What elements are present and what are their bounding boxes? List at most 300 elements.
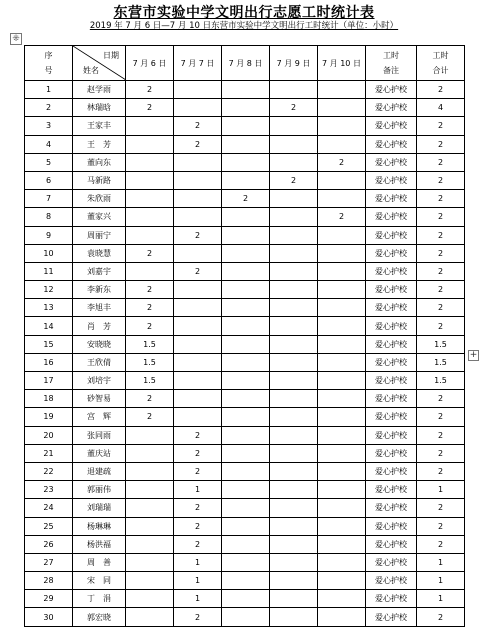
row-total[interactable]: 2: [417, 426, 465, 444]
table-row: [25, 481, 465, 499]
hours-7-10[interactable]: [318, 317, 366, 335]
hours-7-7[interactable]: 2: [174, 135, 222, 153]
row-remark[interactable]: 爱心护校: [366, 535, 417, 553]
hours-7-6[interactable]: 2: [126, 244, 174, 262]
row-remark[interactable]: 爱心护校: [366, 81, 417, 99]
hours-7-7[interactable]: 1: [174, 481, 222, 499]
hours-7-6[interactable]: 1.5: [126, 353, 174, 371]
hours-7-10[interactable]: [318, 99, 366, 117]
hours-7-10[interactable]: [318, 171, 366, 189]
row-remark[interactable]: 爱心护校: [366, 590, 417, 608]
row-total[interactable]: 2: [417, 244, 465, 262]
hours-7-9[interactable]: [270, 153, 318, 171]
row-remark[interactable]: 爱心护校: [366, 608, 417, 626]
hours-7-8[interactable]: [222, 572, 270, 590]
row-total[interactable]: 1: [417, 481, 465, 499]
header-total: 工时 合计: [417, 46, 465, 81]
row-number[interactable]: 14: [25, 317, 73, 335]
hours-7-7[interactable]: [174, 390, 222, 408]
hours-7-6[interactable]: [126, 171, 174, 189]
header-name-label: 姓名: [83, 66, 99, 75]
row-name[interactable]: 周丽宁: [73, 226, 126, 244]
hours-7-10[interactable]: [318, 335, 366, 353]
row-number[interactable]: 28: [25, 572, 73, 590]
row-number[interactable]: 13: [25, 299, 73, 317]
hours-7-7[interactable]: 1: [174, 590, 222, 608]
row-remark[interactable]: 爱心护校: [366, 117, 417, 135]
hours-7-6[interactable]: [126, 426, 174, 444]
row-name[interactable]: 肖 芳: [73, 317, 126, 335]
hours-7-8[interactable]: [222, 262, 270, 280]
row-remark[interactable]: 爱心护校: [366, 408, 417, 426]
hours-7-8[interactable]: [222, 590, 270, 608]
hours-7-9[interactable]: 2: [270, 171, 318, 189]
hours-7-9[interactable]: [270, 608, 318, 626]
table-row: [25, 517, 465, 535]
hours-7-10[interactable]: [318, 135, 366, 153]
hours-7-6[interactable]: [126, 153, 174, 171]
hours-7-10[interactable]: [318, 390, 366, 408]
hours-7-7[interactable]: 2: [174, 226, 222, 244]
hours-7-9[interactable]: 2: [270, 99, 318, 117]
row-total[interactable]: 2: [417, 81, 465, 99]
hours-7-8[interactable]: [222, 317, 270, 335]
hours-7-9[interactable]: [270, 117, 318, 135]
hours-7-8[interactable]: [222, 390, 270, 408]
hours-7-6[interactable]: 2: [126, 281, 174, 299]
hours-7-9[interactable]: [270, 426, 318, 444]
row-remark[interactable]: 爱心护校: [366, 335, 417, 353]
hours-7-6[interactable]: [126, 572, 174, 590]
hours-7-7[interactable]: [174, 317, 222, 335]
row-total[interactable]: 2: [417, 608, 465, 626]
add-row-icon[interactable]: +: [469, 350, 478, 360]
hours-7-7[interactable]: [174, 171, 222, 189]
hours-7-8[interactable]: [222, 481, 270, 499]
header-date-5: 7 月 10 日: [318, 46, 366, 81]
row-remark[interactable]: 爱心护校: [366, 372, 417, 390]
hours-7-7[interactable]: [174, 208, 222, 226]
hours-7-6[interactable]: [126, 226, 174, 244]
hours-7-10[interactable]: [318, 372, 366, 390]
row-number[interactable]: 7: [25, 190, 73, 208]
table-body: [25, 81, 465, 627]
hours-7-7[interactable]: 2: [174, 444, 222, 462]
row-name[interactable]: 郭宏晓: [73, 608, 126, 626]
hours-7-6[interactable]: [126, 135, 174, 153]
hours-7-6[interactable]: [126, 444, 174, 462]
row-remark[interactable]: 爱心护校: [366, 299, 417, 317]
hours-7-8[interactable]: [222, 535, 270, 553]
row-name[interactable]: 董庆站: [73, 444, 126, 462]
row-remark[interactable]: 爱心护校: [366, 190, 417, 208]
row-number[interactable]: 9: [25, 226, 73, 244]
hours-7-8[interactable]: [222, 408, 270, 426]
hours-7-10[interactable]: [318, 190, 366, 208]
row-name[interactable]: 安晓晓: [73, 335, 126, 353]
hours-7-10[interactable]: [318, 81, 366, 99]
hours-7-10[interactable]: [318, 226, 366, 244]
hours-7-9[interactable]: [270, 517, 318, 535]
row-total[interactable]: 2: [417, 208, 465, 226]
row-number[interactable]: 8: [25, 208, 73, 226]
hours-7-9[interactable]: [270, 572, 318, 590]
row-number[interactable]: 4: [25, 135, 73, 153]
hours-7-8[interactable]: [222, 244, 270, 262]
worktime-table: [24, 45, 465, 627]
hours-7-7[interactable]: [174, 244, 222, 262]
hours-7-6[interactable]: [126, 117, 174, 135]
row-number[interactable]: 27: [25, 553, 73, 571]
row-remark[interactable]: 爱心护校: [366, 171, 417, 189]
row-number[interactable]: 29: [25, 590, 73, 608]
row-name[interactable]: 王欣倩: [73, 353, 126, 371]
hours-7-7[interactable]: [174, 372, 222, 390]
row-number[interactable]: 30: [25, 608, 73, 626]
hours-7-8[interactable]: [222, 426, 270, 444]
hours-7-7[interactable]: 2: [174, 517, 222, 535]
hours-7-9[interactable]: [270, 335, 318, 353]
row-number[interactable]: 22: [25, 462, 73, 480]
hours-7-7[interactable]: 1: [174, 553, 222, 571]
row-total[interactable]: 2: [417, 408, 465, 426]
row-name[interactable]: 砂智易: [73, 390, 126, 408]
header-date-1: 7 月 6 日: [126, 46, 174, 81]
row-name[interactable]: 周 善: [73, 553, 126, 571]
hours-7-9[interactable]: [270, 244, 318, 262]
hours-7-6[interactable]: [126, 262, 174, 280]
row-number[interactable]: 15: [25, 335, 73, 353]
hours-7-10[interactable]: 2: [318, 208, 366, 226]
row-total[interactable]: 2: [417, 535, 465, 553]
table-move-handle-icon[interactable]: ⁜: [10, 33, 22, 45]
row-remark[interactable]: 爱心护校: [366, 444, 417, 462]
row-total[interactable]: 2: [417, 390, 465, 408]
row-name[interactable]: 刘嘉宇: [73, 262, 126, 280]
hours-7-9[interactable]: [270, 462, 318, 480]
hours-7-10[interactable]: [318, 244, 366, 262]
header-date-3: 7 月 8 日: [222, 46, 270, 81]
table-row: [25, 590, 465, 608]
hours-7-6[interactable]: [126, 608, 174, 626]
row-number[interactable]: 17: [25, 372, 73, 390]
table-row: [25, 390, 465, 408]
hours-7-7[interactable]: 2: [174, 499, 222, 517]
hours-7-9[interactable]: [270, 590, 318, 608]
hours-7-9[interactable]: [270, 81, 318, 99]
hours-7-7[interactable]: [174, 335, 222, 353]
row-name[interactable]: 马新路: [73, 171, 126, 189]
row-name[interactable]: 张同雨: [73, 426, 126, 444]
row-total[interactable]: 1: [417, 553, 465, 571]
row-number[interactable]: 11: [25, 262, 73, 280]
row-number[interactable]: 20: [25, 426, 73, 444]
row-total[interactable]: 2: [417, 153, 465, 171]
hours-7-9[interactable]: [270, 317, 318, 335]
hours-7-8[interactable]: [222, 117, 270, 135]
hours-7-6[interactable]: 1.5: [126, 372, 174, 390]
hours-7-6[interactable]: 2: [126, 299, 174, 317]
hours-7-8[interactable]: [222, 299, 270, 317]
row-name[interactable]: 林瑞晗: [73, 99, 126, 117]
hours-7-9[interactable]: [270, 281, 318, 299]
hours-7-7[interactable]: 2: [174, 462, 222, 480]
hours-7-10[interactable]: [318, 499, 366, 517]
hours-7-7[interactable]: [174, 353, 222, 371]
table-row: [25, 535, 465, 553]
table-row: [25, 135, 465, 153]
row-number[interactable]: 12: [25, 281, 73, 299]
hours-7-6[interactable]: 1.5: [126, 335, 174, 353]
row-total[interactable]: 2: [417, 462, 465, 480]
hours-7-9[interactable]: [270, 190, 318, 208]
hours-7-9[interactable]: [270, 299, 318, 317]
row-total[interactable]: 4: [417, 99, 465, 117]
hours-7-9[interactable]: [270, 372, 318, 390]
hours-7-10[interactable]: [318, 262, 366, 280]
row-name[interactable]: 朱欣雨: [73, 190, 126, 208]
hours-7-10[interactable]: [318, 590, 366, 608]
hours-7-9[interactable]: [270, 135, 318, 153]
hours-7-6[interactable]: [126, 481, 174, 499]
hours-7-6[interactable]: [126, 499, 174, 517]
row-number[interactable]: 19: [25, 408, 73, 426]
row-remark[interactable]: 爱心护校: [366, 208, 417, 226]
hours-7-7[interactable]: [174, 408, 222, 426]
row-total[interactable]: 2: [417, 262, 465, 280]
row-remark[interactable]: 爱心护校: [366, 390, 417, 408]
hours-7-9[interactable]: [270, 208, 318, 226]
row-number[interactable]: 10: [25, 244, 73, 262]
hours-7-9[interactable]: [270, 444, 318, 462]
row-total[interactable]: 2: [417, 317, 465, 335]
hours-7-8[interactable]: [222, 553, 270, 571]
row-remark[interactable]: 爱心护校: [366, 499, 417, 517]
table-row: [25, 117, 465, 135]
hours-7-10[interactable]: 2: [318, 153, 366, 171]
row-number[interactable]: 26: [25, 535, 73, 553]
header-date-name-diagonal: [73, 46, 126, 81]
row-total[interactable]: 2: [417, 499, 465, 517]
document-subtitle: 2019 年 7 月 6 日—7 月 10 日东营市实验中学文明出行工时统计（单位：小时）: [89, 21, 399, 31]
hours-7-10[interactable]: [318, 608, 366, 626]
row-name[interactable]: 袁晓慧: [73, 244, 126, 262]
row-name[interactable]: 刘瑞瑞: [73, 499, 126, 517]
hours-7-8[interactable]: 2: [222, 190, 270, 208]
hours-7-6[interactable]: 2: [126, 390, 174, 408]
row-remark[interactable]: 爱心护校: [366, 572, 417, 590]
hours-7-6[interactable]: [126, 535, 174, 553]
row-name[interactable]: 王家丰: [73, 117, 126, 135]
row-total[interactable]: 1.5: [417, 353, 465, 371]
hours-7-6[interactable]: 2: [126, 81, 174, 99]
hours-7-10[interactable]: [318, 408, 366, 426]
row-name[interactable]: 宫 辉: [73, 408, 126, 426]
row-total[interactable]: 2: [417, 299, 465, 317]
row-name[interactable]: 董家兴: [73, 208, 126, 226]
row-total[interactable]: 1: [417, 572, 465, 590]
row-name[interactable]: 李旭丰: [73, 299, 126, 317]
row-number[interactable]: 6: [25, 171, 73, 189]
hours-7-6[interactable]: [126, 553, 174, 571]
hours-7-9[interactable]: [270, 481, 318, 499]
hours-7-7[interactable]: 2: [174, 262, 222, 280]
table-row: [25, 190, 465, 208]
hours-7-10[interactable]: [318, 462, 366, 480]
row-name[interactable]: 赵学雨: [73, 81, 126, 99]
hours-7-7[interactable]: 2: [174, 426, 222, 444]
row-remark[interactable]: 爱心护校: [366, 226, 417, 244]
row-total[interactable]: 2: [417, 117, 465, 135]
hours-7-6[interactable]: [126, 208, 174, 226]
document-title: 东营市实验中学文明出行志愿工时统计表: [113, 5, 375, 21]
hours-7-7[interactable]: 2: [174, 117, 222, 135]
hours-7-8[interactable]: [222, 153, 270, 171]
hours-7-9[interactable]: [270, 499, 318, 517]
hours-7-7[interactable]: [174, 99, 222, 117]
hours-7-8[interactable]: [222, 171, 270, 189]
hours-7-8[interactable]: [222, 81, 270, 99]
row-number[interactable]: 5: [25, 153, 73, 171]
table-row: [25, 208, 465, 226]
hours-7-9[interactable]: [270, 390, 318, 408]
row-number[interactable]: 16: [25, 353, 73, 371]
hours-7-8[interactable]: [222, 499, 270, 517]
table-row: [25, 408, 465, 426]
hours-7-7[interactable]: [174, 81, 222, 99]
row-name[interactable]: 杨琳琳: [73, 517, 126, 535]
row-name[interactable]: 退建疏: [73, 462, 126, 480]
hours-7-6[interactable]: 2: [126, 408, 174, 426]
hours-7-10[interactable]: [318, 353, 366, 371]
row-total[interactable]: 2: [417, 135, 465, 153]
hours-7-7[interactable]: [174, 190, 222, 208]
hours-7-7[interactable]: [174, 299, 222, 317]
row-remark[interactable]: 爱心护校: [366, 317, 417, 335]
hours-7-6[interactable]: [126, 590, 174, 608]
hours-7-9[interactable]: [270, 262, 318, 280]
row-remark[interactable]: 爱心护校: [366, 481, 417, 499]
row-name[interactable]: 李新东: [73, 281, 126, 299]
row-name[interactable]: 刘培宇: [73, 372, 126, 390]
row-number[interactable]: 18: [25, 390, 73, 408]
hours-7-6[interactable]: [126, 462, 174, 480]
hours-7-6[interactable]: [126, 190, 174, 208]
row-total[interactable]: 2: [417, 517, 465, 535]
row-number[interactable]: 25: [25, 517, 73, 535]
table-row: [25, 81, 465, 99]
row-remark[interactable]: 爱心护校: [366, 426, 417, 444]
hours-7-8[interactable]: [222, 372, 270, 390]
row-number[interactable]: 21: [25, 444, 73, 462]
row-remark[interactable]: 爱心护校: [366, 517, 417, 535]
row-remark[interactable]: 爱心护校: [366, 244, 417, 262]
hours-7-10[interactable]: [318, 426, 366, 444]
hours-7-8[interactable]: [222, 226, 270, 244]
row-number[interactable]: 2: [25, 99, 73, 117]
row-remark[interactable]: 爱心护校: [366, 462, 417, 480]
hours-7-9[interactable]: [270, 353, 318, 371]
row-remark[interactable]: 爱心护校: [366, 281, 417, 299]
hours-7-10[interactable]: [318, 117, 366, 135]
hours-7-10[interactable]: [318, 481, 366, 499]
hours-7-6[interactable]: 2: [126, 317, 174, 335]
row-name[interactable]: 宋 同: [73, 572, 126, 590]
row-remark[interactable]: 爱心护校: [366, 262, 417, 280]
hours-7-10[interactable]: [318, 517, 366, 535]
row-name[interactable]: 王 芳: [73, 135, 126, 153]
hours-7-8[interactable]: [222, 462, 270, 480]
row-total[interactable]: 2: [417, 281, 465, 299]
hours-7-8[interactable]: [222, 135, 270, 153]
row-number[interactable]: 23: [25, 481, 73, 499]
hours-7-7[interactable]: [174, 281, 222, 299]
row-total[interactable]: 2: [417, 171, 465, 189]
hours-7-10[interactable]: [318, 553, 366, 571]
row-number[interactable]: 1: [25, 81, 73, 99]
row-remark[interactable]: 爱心护校: [366, 99, 417, 117]
table-row: [25, 499, 465, 517]
header-seq: 序 号: [25, 46, 73, 81]
hours-7-7[interactable]: 2: [174, 608, 222, 626]
table-row: [25, 299, 465, 317]
hours-7-6[interactable]: [126, 517, 174, 535]
row-total[interactable]: 2: [417, 444, 465, 462]
row-remark[interactable]: 爱心护校: [366, 553, 417, 571]
hours-7-9[interactable]: [270, 408, 318, 426]
row-remark[interactable]: 爱心护校: [366, 153, 417, 171]
hours-7-8[interactable]: [222, 608, 270, 626]
hours-7-8[interactable]: [222, 353, 270, 371]
row-number[interactable]: 24: [25, 499, 73, 517]
row-total[interactable]: 1.5: [417, 335, 465, 353]
hours-7-8[interactable]: [222, 444, 270, 462]
hours-7-8[interactable]: [222, 208, 270, 226]
hours-7-9[interactable]: [270, 535, 318, 553]
hours-7-8[interactable]: [222, 517, 270, 535]
hours-7-10[interactable]: [318, 299, 366, 317]
row-total[interactable]: 2: [417, 190, 465, 208]
table-row: [25, 353, 465, 371]
hours-7-10[interactable]: [318, 535, 366, 553]
row-total[interactable]: 1: [417, 590, 465, 608]
row-number[interactable]: 3: [25, 117, 73, 135]
table-row: [25, 262, 465, 280]
row-remark[interactable]: 爱心护校: [366, 135, 417, 153]
row-name[interactable]: 董向东: [73, 153, 126, 171]
hours-7-7[interactable]: 2: [174, 535, 222, 553]
hours-7-10[interactable]: [318, 444, 366, 462]
table-header-row: [25, 46, 465, 81]
hours-7-6[interactable]: 2: [126, 99, 174, 117]
hours-7-10[interactable]: [318, 572, 366, 590]
row-name[interactable]: 丁 涓: [73, 590, 126, 608]
table-row: [25, 99, 465, 117]
row-total[interactable]: 1.5: [417, 372, 465, 390]
row-total[interactable]: 2: [417, 226, 465, 244]
hours-7-9[interactable]: [270, 553, 318, 571]
hours-7-7[interactable]: [174, 153, 222, 171]
hours-7-7[interactable]: 1: [174, 572, 222, 590]
row-name[interactable]: 杨洪福: [73, 535, 126, 553]
hours-7-8[interactable]: [222, 335, 270, 353]
row-name[interactable]: 郭丽伟: [73, 481, 126, 499]
hours-7-8[interactable]: [222, 281, 270, 299]
row-remark[interactable]: 爱心护校: [366, 353, 417, 371]
hours-7-8[interactable]: [222, 99, 270, 117]
hours-7-9[interactable]: [270, 226, 318, 244]
hours-7-10[interactable]: [318, 281, 366, 299]
